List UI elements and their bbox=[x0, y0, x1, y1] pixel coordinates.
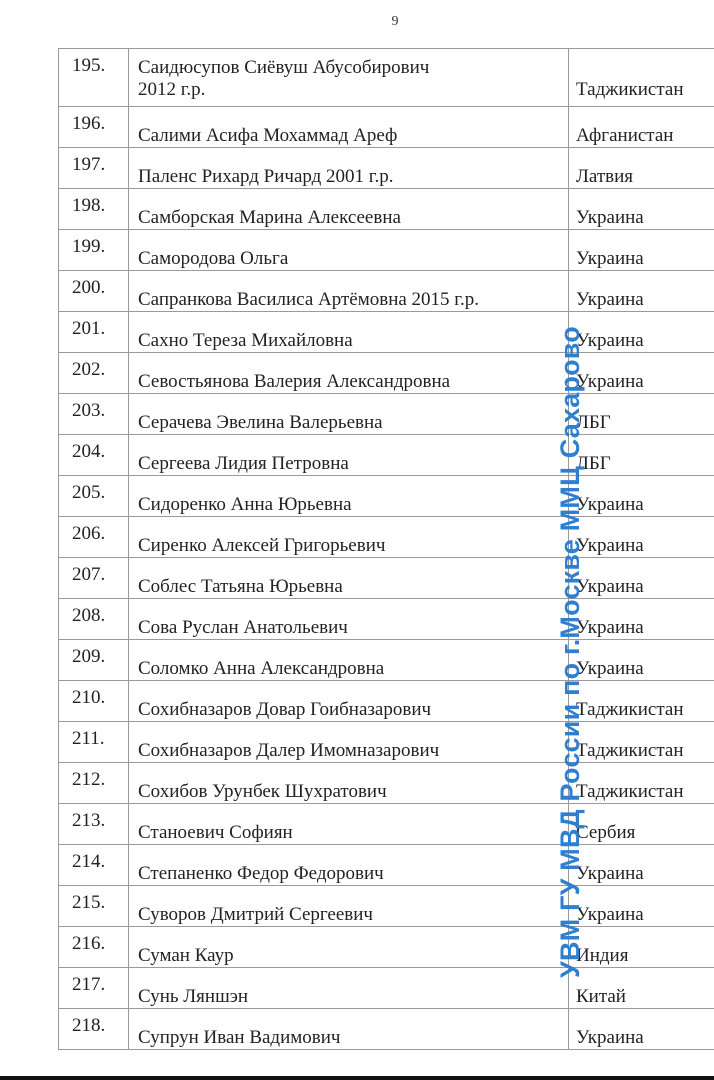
row-number: 212. bbox=[59, 763, 129, 804]
person-name: Паленс Рихард Ричард 2001 г.р. bbox=[129, 148, 569, 189]
row-number: 209. bbox=[59, 640, 129, 681]
row-number: 211. bbox=[59, 722, 129, 763]
person-name: Соломко Анна Александровна bbox=[129, 640, 569, 681]
row-number: 205. bbox=[59, 476, 129, 517]
country: Украина bbox=[569, 230, 714, 271]
country: Афганистан bbox=[569, 107, 714, 148]
person-name: Сапранкова Василиса Артёмовна 2015 г.р. bbox=[129, 271, 569, 312]
table-row bbox=[59, 148, 714, 189]
person-name: Серачева Эвелина Валерьевна bbox=[129, 394, 569, 435]
country: Китай bbox=[569, 968, 714, 1009]
person-name: Севостьянова Валерия Александровна bbox=[129, 353, 569, 394]
person-name: Сунь Ляншэн bbox=[129, 968, 569, 1009]
person-name: Самородова Ольга bbox=[129, 230, 569, 271]
country: Индия bbox=[569, 927, 714, 968]
row-number: 210. bbox=[59, 681, 129, 722]
country: ЛБГ bbox=[569, 435, 714, 476]
row-number: 208. bbox=[59, 599, 129, 640]
table-row bbox=[59, 189, 714, 230]
person-name: Сохибназаров Довар Гоибназарович bbox=[129, 681, 569, 722]
watermark: УВМ ГУ МВД России по г.Москве ММЦ Сахарово bbox=[555, 326, 585, 978]
person-name: Суворов Дмитрий Сергеевич bbox=[129, 886, 569, 927]
table-row bbox=[59, 517, 714, 558]
table-row bbox=[59, 49, 714, 107]
table-row bbox=[59, 230, 714, 271]
table-row bbox=[59, 1009, 714, 1050]
row-number: 204. bbox=[59, 435, 129, 476]
country: Украина bbox=[569, 353, 714, 394]
country: Украина bbox=[569, 189, 714, 230]
table-row bbox=[59, 968, 714, 1009]
table-row bbox=[59, 435, 714, 476]
table-row bbox=[59, 845, 714, 886]
table-row bbox=[59, 558, 714, 599]
person-name: Супрун Иван Вадимович bbox=[129, 1009, 569, 1050]
country: Латвия bbox=[569, 148, 714, 189]
person-name: Сидоренко Анна Юрьевна bbox=[129, 476, 569, 517]
table-row bbox=[59, 599, 714, 640]
country: Таджикистан bbox=[569, 49, 714, 107]
country: Украина bbox=[569, 599, 714, 640]
table-row bbox=[59, 394, 714, 435]
row-number: 213. bbox=[59, 804, 129, 845]
table-row bbox=[59, 107, 714, 148]
person-name bbox=[129, 49, 569, 107]
person-name: Станоевич Софиян bbox=[129, 804, 569, 845]
country: Украина bbox=[569, 845, 714, 886]
person-name: Сахно Тереза Михайловна bbox=[129, 312, 569, 353]
person-name: Суман Каур bbox=[129, 927, 569, 968]
row-number: 200. bbox=[59, 271, 129, 312]
country: Украина bbox=[569, 1009, 714, 1050]
person-name: Сохибов Урунбек Шухратович bbox=[129, 763, 569, 804]
table-row bbox=[59, 312, 714, 353]
table-row bbox=[59, 763, 714, 804]
roster-body bbox=[59, 49, 714, 1050]
row-number: 201. bbox=[59, 312, 129, 353]
row-number: 203. bbox=[59, 394, 129, 435]
row-number: 218. bbox=[59, 1009, 129, 1050]
country: Таджикистан bbox=[569, 681, 714, 722]
country: ЛБГ bbox=[569, 394, 714, 435]
country: Украина bbox=[569, 517, 714, 558]
person-name: Сиренко Алексей Григорьевич bbox=[129, 517, 569, 558]
country: Таджикистан bbox=[569, 763, 714, 804]
table-row bbox=[59, 804, 714, 845]
person-name-line1: Саидюсупов Сиёвуш Абусобирович bbox=[138, 57, 430, 78]
person-name: Степаненко Федор Федорович bbox=[129, 845, 569, 886]
country: Украина bbox=[569, 271, 714, 312]
roster-table bbox=[58, 48, 714, 1050]
country: Украина bbox=[569, 558, 714, 599]
row-number: 195. bbox=[59, 49, 129, 107]
country: Украина bbox=[569, 476, 714, 517]
bottom-bar bbox=[0, 1076, 714, 1080]
row-number: 202. bbox=[59, 353, 129, 394]
country: Сербия bbox=[569, 804, 714, 845]
country: Украина bbox=[569, 312, 714, 353]
table-row bbox=[59, 886, 714, 927]
country: Таджикистан bbox=[569, 722, 714, 763]
person-name: Соблес Татьяна Юрьевна bbox=[129, 558, 569, 599]
page-number: 9 bbox=[391, 14, 399, 29]
person-name-line2: 2012 г.р. bbox=[138, 79, 206, 100]
table-row bbox=[59, 353, 714, 394]
table-row bbox=[59, 681, 714, 722]
row-number: 207. bbox=[59, 558, 129, 599]
row-number: 216. bbox=[59, 927, 129, 968]
row-number: 215. bbox=[59, 886, 129, 927]
person-name: Сергеева Лидия Петровна bbox=[129, 435, 569, 476]
row-number: 217. bbox=[59, 968, 129, 1009]
person-name: Сохибназаров Далер Имомназарович bbox=[129, 722, 569, 763]
row-number: 197. bbox=[59, 148, 129, 189]
person-name: Самборская Марина Алексеевна bbox=[129, 189, 569, 230]
table-row bbox=[59, 722, 714, 763]
table-row bbox=[59, 927, 714, 968]
row-number: 196. bbox=[59, 107, 129, 148]
table-row bbox=[59, 640, 714, 681]
row-number: 199. bbox=[59, 230, 129, 271]
country: Украина bbox=[569, 886, 714, 927]
person-name: Салими Асифа Мохаммад Ареф bbox=[129, 107, 569, 148]
country: Украина bbox=[569, 640, 714, 681]
row-number: 214. bbox=[59, 845, 129, 886]
person-name: Сова Руслан Анатольевич bbox=[129, 599, 569, 640]
table-row bbox=[59, 271, 714, 312]
row-number: 206. bbox=[59, 517, 129, 558]
table-row bbox=[59, 476, 714, 517]
row-number: 198. bbox=[59, 189, 129, 230]
